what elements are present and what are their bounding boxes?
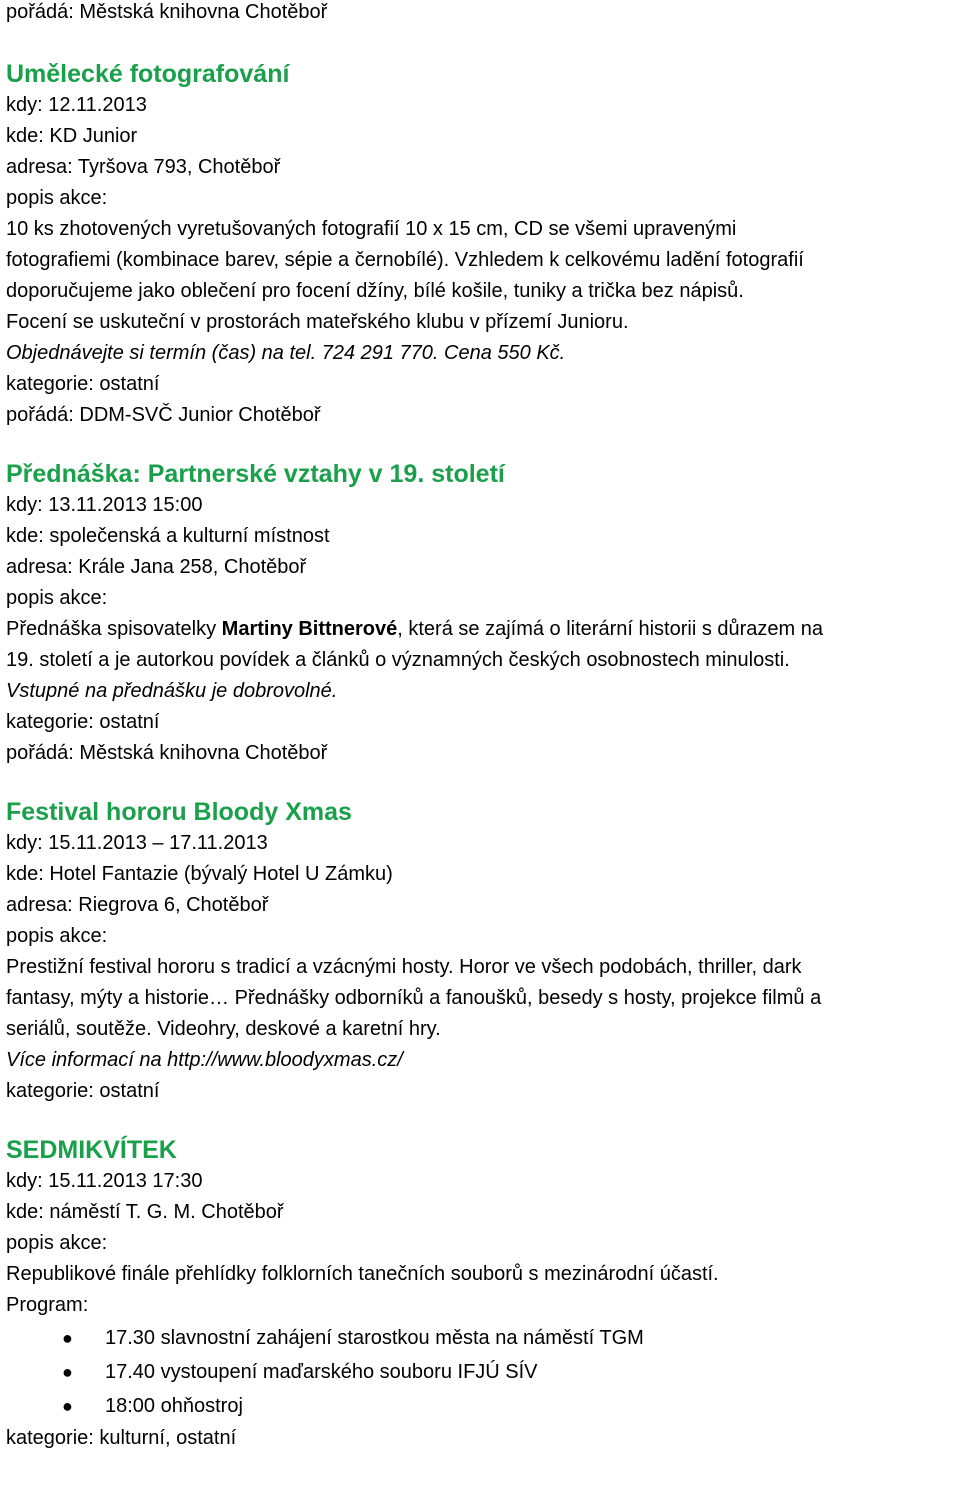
event-venue: kde: společenská a kulturní místnost — [6, 525, 330, 547]
event-umelecke-fotografovani — [6, 58, 956, 431]
event-description-line — [6, 614, 956, 645]
event-venue: kde: KD Junior — [6, 125, 138, 147]
event-description-label: popis akce: — [6, 925, 108, 947]
speaker-name: Martiny Bittnerové — [221, 618, 398, 640]
event-description-line: seriálů, soutěže. Videohry, deskové a karetní hry. — [6, 1018, 441, 1040]
event-category: kategorie: kulturní, ostatní — [6, 1427, 237, 1449]
event-booking-note: Objednávejte si termín (čas) na tel. 724 291 770. Cena 550 Kč. — [6, 342, 566, 364]
bullet-icon: ● — [62, 1328, 73, 1348]
event-venue: kde: náměstí T. G. M. Chotěboř — [6, 1201, 284, 1223]
event-description-line: Prestižní festival hororu s tradicí a vzácnými hosty. Horor ve všech podobách, thriller, dark — [6, 956, 802, 978]
event-organizer: pořádá: DDM-SVČ Junior Chotěboř — [6, 404, 321, 426]
program-item-text: 17.40 vystoupení maďarského souboru IFJÚ SÍV — [105, 1361, 538, 1383]
event-category: kategorie: ostatní — [6, 711, 160, 733]
event-description-line: Focení se uskuteční v prostorách mateřského klubu v přízemí Junioru. — [6, 311, 629, 333]
event-prednaska — [6, 458, 956, 769]
event-description-text: , která se zajímá o literární historii s důrazem na — [397, 618, 823, 640]
event-title: Festival hororu Bloody Xmas — [6, 798, 352, 826]
event-bloody-xmas — [6, 796, 956, 1107]
event-description-line: 10 ks zhotovených vyretušovaných fotografií 10 x 15 cm, CD se všemi upravenými — [6, 218, 737, 240]
event-sedmikvitek — [6, 1134, 956, 1454]
event-description-label: popis akce: — [6, 187, 108, 209]
program-item-text: 18:00 ohňostroj — [105, 1395, 243, 1417]
program-list — [6, 1321, 956, 1423]
event-date: kdy: 15.11.2013 17:30 — [6, 1170, 203, 1192]
event-description-label: popis akce: — [6, 1232, 108, 1254]
bullet-icon: ● — [62, 1396, 73, 1416]
program-item — [6, 1355, 956, 1389]
bullet-icon: ● — [62, 1362, 73, 1382]
event-address: adresa: Riegrova 6, Chotěboř — [6, 894, 269, 916]
event-date: kdy: 13.11.2013 15:00 — [6, 494, 203, 516]
event-date: kdy: 15.11.2013 – 17.11.2013 — [6, 832, 268, 854]
event-venue: kde: Hotel Fantazie (bývalý Hotel U Zámku) — [6, 863, 393, 885]
event-description-line: 19. století a je autorkou povídek a článků o významných českých osobnostech minulosti. — [6, 649, 790, 671]
event-date: kdy: 12.11.2013 — [6, 94, 147, 116]
event-address: adresa: Tyršova 793, Chotěboř — [6, 156, 281, 178]
program-item-text: 17.30 slavnostní zahájení starostkou města na náměstí TGM — [105, 1327, 644, 1349]
program-item — [6, 1321, 956, 1355]
event-more-info: Více informací na http://www.bloodyxmas.cz/ — [6, 1049, 403, 1071]
document-page — [6, 0, 956, 1454]
event-organizer: pořádá: Městská knihovna Chotěboř — [6, 742, 328, 764]
event-entry-note: Vstupné na přednášku je dobrovolné. — [6, 680, 338, 702]
event-address: adresa: Krále Jana 258, Chotěboř — [6, 556, 307, 578]
event-description-line: fotografiemi (kombinace barev, sépie a černobílé). Vzhledem k celkovému ladění fotografií — [6, 249, 804, 271]
event-description-text: Přednáška spisovatelky — [6, 618, 222, 640]
event-description-line: doporučujeme jako oblečení pro focení džíny, bílé košile, tuniky a trička bez nápisů. — [6, 280, 744, 302]
event-description-label: popis akce: — [6, 587, 108, 609]
program-item — [6, 1389, 956, 1423]
program-label: Program: — [6, 1294, 89, 1316]
event-description-line: Republikové finále přehlídky folklorních tanečních souborů s mezinárodní účastí. — [6, 1263, 719, 1285]
event-title: SEDMIKVÍTEK — [6, 1136, 177, 1164]
event-description-line: fantasy, mýty a historie… Přednášky odborníků a fanoušků, besedy s hosty, projekce filmů a — [6, 987, 822, 1009]
event-title: Umělecké fotografování — [6, 60, 290, 88]
event-category: kategorie: ostatní — [6, 1080, 160, 1102]
event-title: Přednáška: Partnerské vztahy v 19. století — [6, 460, 505, 488]
organizer-line: pořádá: Městská knihovna Chotěboř — [6, 1, 328, 23]
event-category: kategorie: ostatní — [6, 373, 160, 395]
